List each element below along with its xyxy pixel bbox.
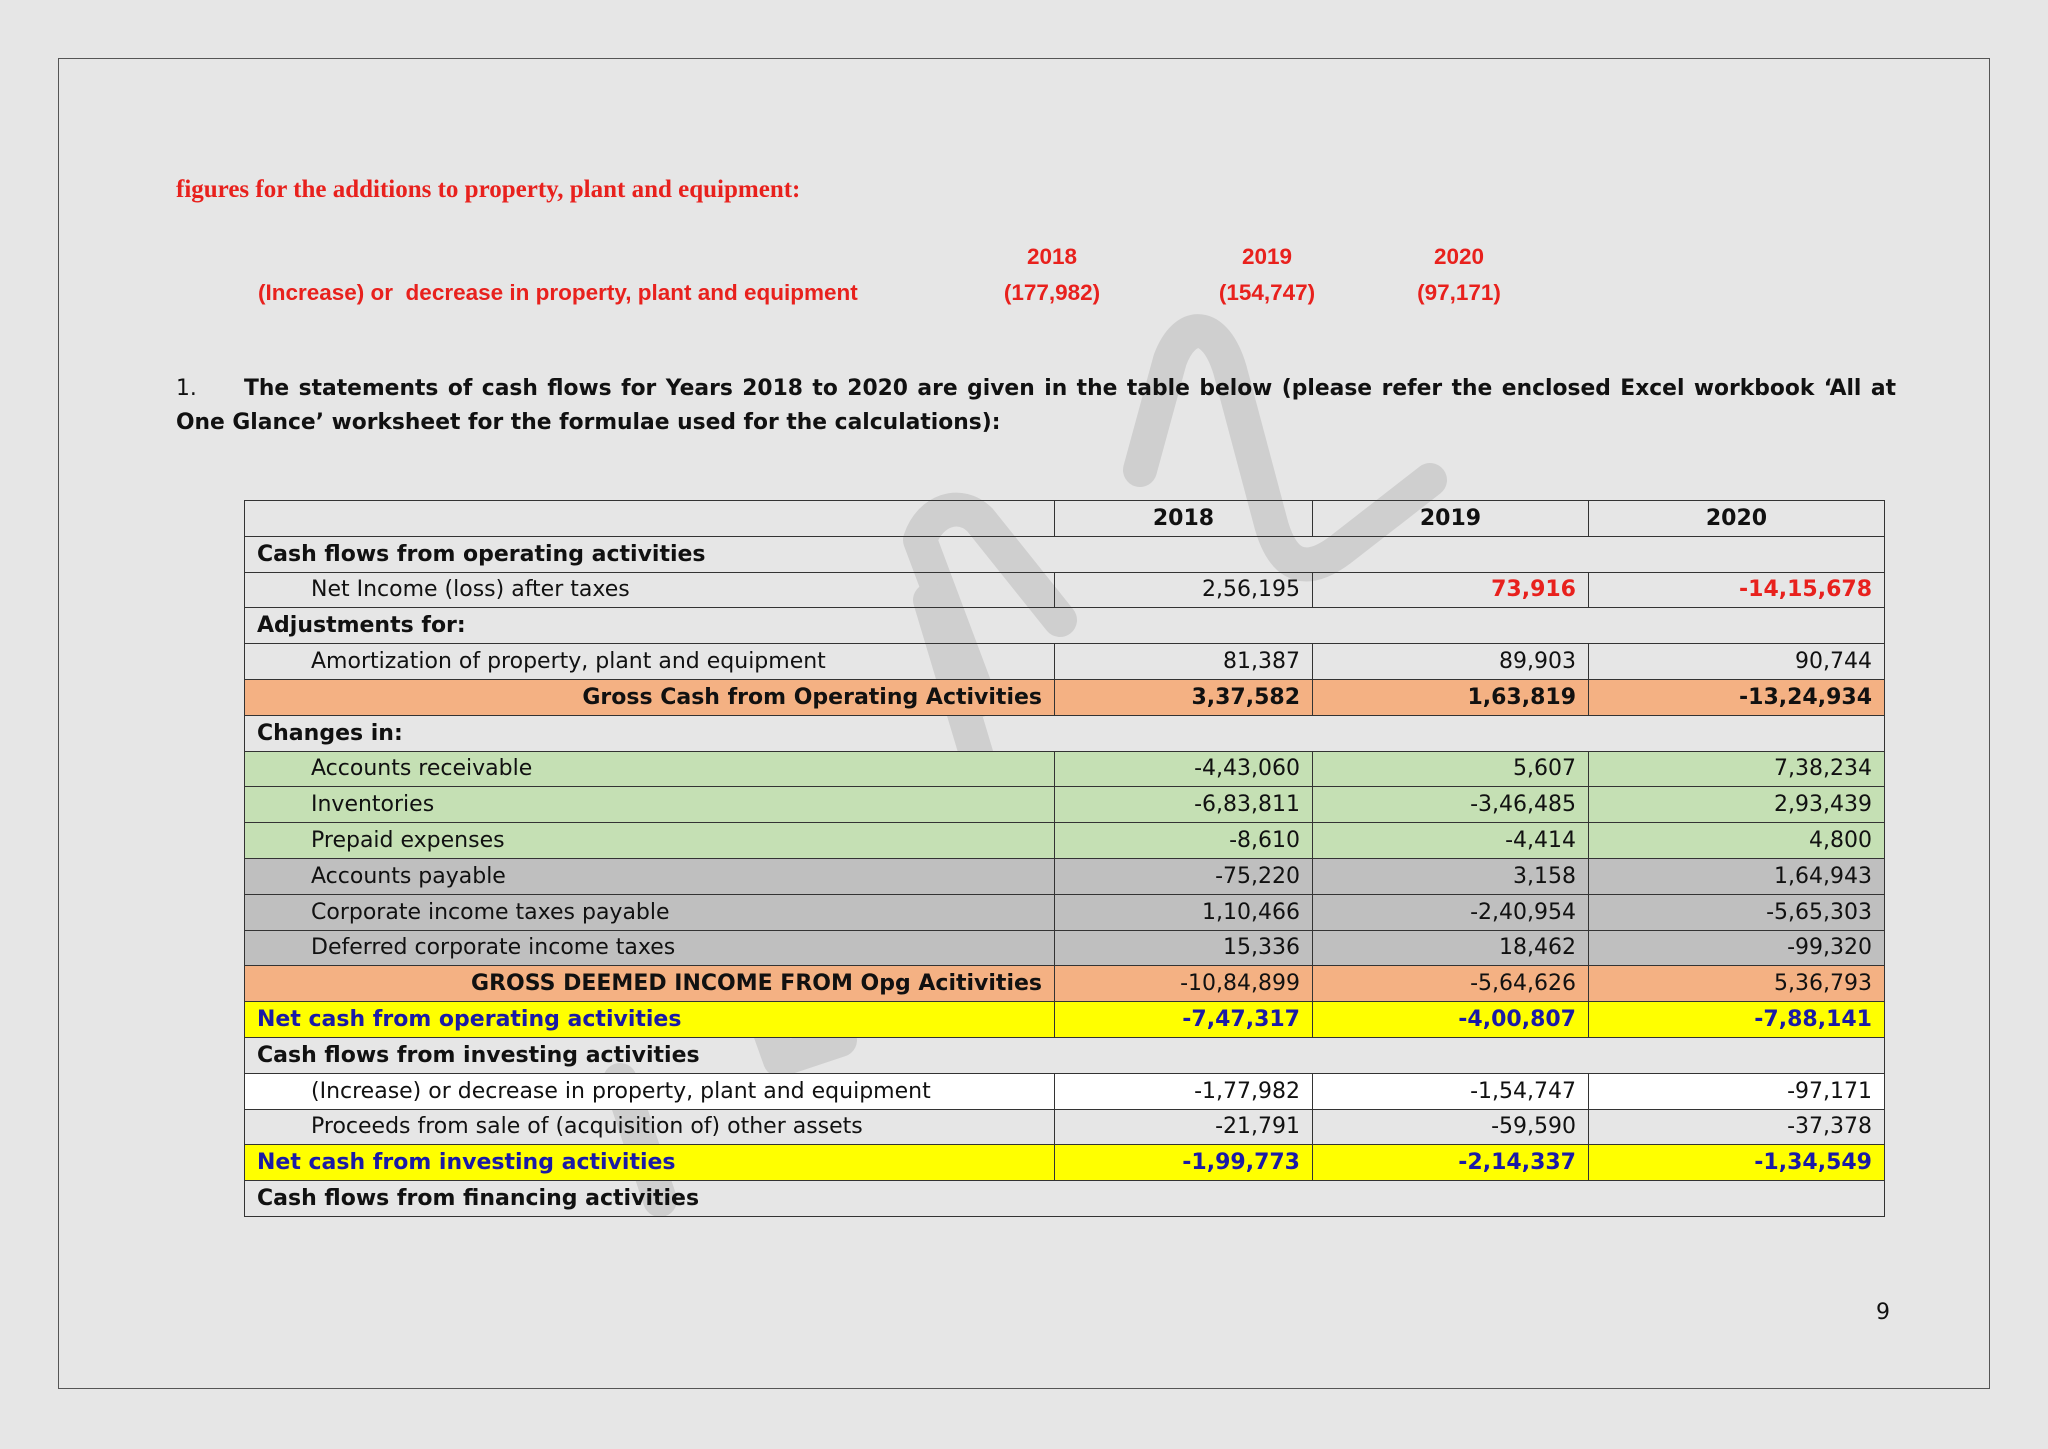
cell-2019: 3,158 [1313,858,1589,894]
cell-2018: -1,77,982 [1055,1073,1313,1109]
cell-2020: 1,64,943 [1589,858,1885,894]
summary-year-2018: 2018 [1026,244,1078,269]
cell-2019: 1,63,819 [1313,679,1589,715]
cell-2020: -13,24,934 [1589,679,1885,715]
cell-2018: 2,56,195 [1055,572,1313,608]
summary-value-2020: (97,171) [1417,280,1501,305]
table-row-gross-cash [245,679,1885,715]
cell-2018: 3,37,582 [1055,679,1313,715]
cell-2019: 18,462 [1313,930,1589,966]
table-row-corporate-taxes [245,894,1885,930]
cell-2019: -4,414 [1313,823,1589,859]
cell-2020: 90,744 [1589,644,1885,680]
table-row-prepaid-expenses [245,823,1885,859]
cell-2018: -21,791 [1055,1109,1313,1145]
table-row-amortization [245,644,1885,680]
header-cell-empty [245,501,1055,537]
cell-2019: 5,607 [1313,751,1589,787]
page-number: 9 [1876,1300,1890,1325]
cell-2019: -5,64,626 [1313,966,1589,1002]
cell-2019: -1,54,747 [1313,1073,1589,1109]
cell-2020: 7,38,234 [1589,751,1885,787]
table-row-section-adjustments [245,608,1885,644]
cell-2018: 1,10,466 [1055,894,1313,930]
row-label: Deferred corporate income taxes [245,930,1055,966]
summary-label: (Increase) or decrease in property, plant and equipment [258,280,858,305]
cell-2020: 4,800 [1589,823,1885,859]
cell-2018: 81,387 [1055,644,1313,680]
row-label: Net Income (loss) after taxes [245,572,1055,608]
cell-2018: -10,84,899 [1055,966,1313,1002]
table-row-deferred-taxes [245,930,1885,966]
cell-2020: -7,88,141 [1589,1002,1885,1038]
row-label: GROSS DEEMED INCOME FROM Opg Acitivities [245,966,1055,1002]
cell-2020: -1,34,549 [1589,1145,1885,1181]
row-label: Gross Cash from Operating Activities [245,679,1055,715]
table-row-net-cash-operating [245,1002,1885,1038]
heading: figures for the additions to property, plant and equipment: [176,176,801,203]
table-row-ppe-change [245,1073,1885,1109]
table-row-accounts-receivable [245,751,1885,787]
cell-2020: -37,378 [1589,1109,1885,1145]
paragraph [176,372,1896,440]
paragraph-text: The statements of cash flows for Years 2018 to 2020 are given in the table below (please refer the enclosed Excel workbook ‘All at One Glance’ worksheet for the formulae used for the calculations): [176,376,1896,435]
cell-2019: 73,916 [1313,572,1589,608]
cell-2020: -97,171 [1589,1073,1885,1109]
row-label: Net cash from investing activities [245,1145,1055,1181]
summary-value-2018: (177,982) [1003,280,1101,305]
row-label: (Increase) or decrease in property, plant and equipment [245,1073,1055,1109]
summary-year-2019: 2019 [1241,244,1293,269]
row-label: Proceeds from sale of (acquisition of) other assets [245,1109,1055,1145]
row-label: Amortization of property, plant and equipment [245,644,1055,680]
header-cell-2019: 2019 [1313,501,1589,537]
section-label: Cash flows from financing activities [245,1181,1885,1217]
cell-2019: -3,46,485 [1313,787,1589,823]
cell-2018: -7,47,317 [1055,1002,1313,1038]
table-row-section-investing [245,1037,1885,1073]
table-row-net-cash-investing [245,1145,1885,1181]
header-cell-2020: 2020 [1589,501,1885,537]
table-row-net-income [245,572,1885,608]
section-label: Changes in: [245,715,1885,751]
cell-2019: 89,903 [1313,644,1589,680]
cell-2019: -2,14,337 [1313,1145,1589,1181]
section-label: Cash flows from investing activities [245,1037,1885,1073]
summary-value-2019: (154,747) [1218,280,1316,305]
cell-2019: -59,590 [1313,1109,1589,1145]
row-label: Net cash from operating activities [245,1002,1055,1038]
cell-2020: -99,320 [1589,930,1885,966]
section-label: Adjustments for: [245,608,1885,644]
table-row-inventories [245,787,1885,823]
section-label: Cash flows from operating activities [245,536,1885,572]
cell-2019: -2,40,954 [1313,894,1589,930]
table-row-accounts-payable [245,858,1885,894]
cash-flow-table [244,500,1885,1217]
cell-2018: -1,99,773 [1055,1145,1313,1181]
cell-2020: 2,93,439 [1589,787,1885,823]
cell-2020: 5,36,793 [1589,966,1885,1002]
cell-2018: -4,43,060 [1055,751,1313,787]
row-label: Inventories [245,787,1055,823]
cell-2020: -14,15,678 [1589,572,1885,608]
table-row-gross-deemed-income [245,966,1885,1002]
table-row-section-changes [245,715,1885,751]
cell-2019: -4,00,807 [1313,1002,1589,1038]
header-cell-2018: 2018 [1055,501,1313,537]
row-label: Prepaid expenses [245,823,1055,859]
table-row-other-assets [245,1109,1885,1145]
cell-2018: -75,220 [1055,858,1313,894]
table-row-section-financing [245,1181,1885,1217]
cell-2018: 15,336 [1055,930,1313,966]
cell-2018: -6,83,811 [1055,787,1313,823]
cell-2018: -8,610 [1055,823,1313,859]
table-header-row [245,501,1885,537]
row-label: Accounts payable [245,858,1055,894]
summary-year-2020: 2020 [1433,244,1485,269]
row-label: Corporate income taxes payable [245,894,1055,930]
paragraph-number: 1. [176,376,197,401]
table-row-section-operating [245,536,1885,572]
row-label: Accounts receivable [245,751,1055,787]
cell-2020: -5,65,303 [1589,894,1885,930]
